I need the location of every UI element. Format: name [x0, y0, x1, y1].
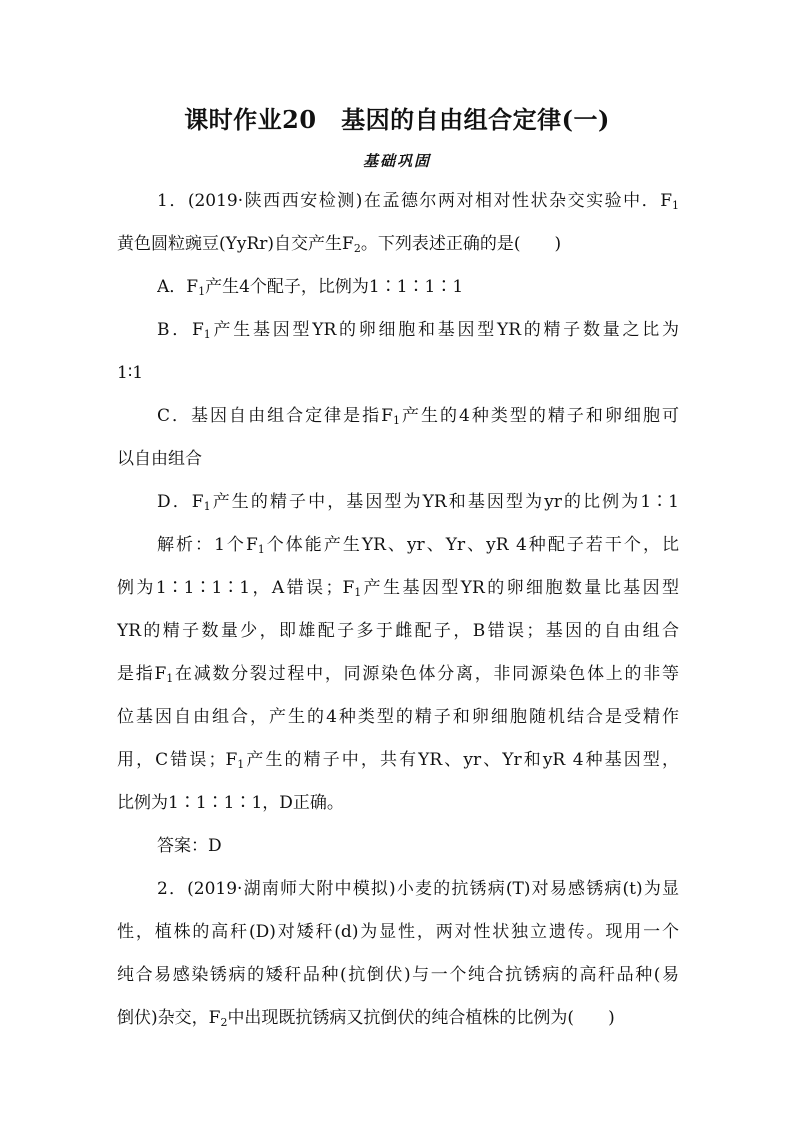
q1-option-c-line-2: 以自由组合 [117, 449, 202, 469]
q1-option-a: A．$F_1$产生4个配子，比例为1∶1∶1∶1 [157, 277, 464, 298]
q1-explanation-line-5: 位基因自由组合，产生的4种类型的精子和卵细胞随机结合是受精作 [117, 707, 679, 727]
q1-stem-line-2: 黄色圆粒豌豆(YyRr)自交产生$F_2$。下列表述正确的是( ) [117, 234, 562, 255]
page-title: 课时作业20 基因的自由组合定律(一) [184, 105, 610, 134]
q1-option-c-line-1: C．基因自由组合定律是指$F_1$产生的4种类型的精子和卵细胞可 [157, 406, 679, 427]
q1-explanation-line-3: YR的精子数量少，即雄配子多于雌配子，B错误；基因的自由组合 [117, 621, 679, 641]
q2-stem-line-2: 性，植株的高秆(D)对矮秆(d)为显性，两对性状独立遗传。现用一个 [117, 922, 679, 942]
q1-option-d: D．$F_1$产生的精子中，基因型为YR和基因型为yr的比例为1∶1 [157, 492, 679, 513]
q2-stem-line-4: 倒伏)杂交，$F_2$中出现既抗锈病又抗倒伏的纯合植株的比例为( ) [117, 1008, 615, 1029]
q2-stem-line-3: 纯合易感染锈病的矮秆品种(抗倒伏)与一个纯合抗锈病的高秆品种(易 [117, 965, 679, 985]
q1-explanation-line-1: 解析：1个$F_1$个体能产生YR、yr、Yr、yR 4种配子若干个，比 [157, 535, 679, 556]
q1-explanation-line-2: 例为1∶1∶1∶1，A错误；$F_1$产生基因型YR的卵细胞数量比基因型 [117, 578, 679, 599]
q1-explanation-line-4: 是指$F_1$在减数分裂过程中，同源染色体分离，非同源染色体上的非等 [117, 664, 679, 685]
q1-stem-line-1: 1．(2019·陕西西安检测)在孟德尔两对相对性状杂交实验中．$F_1$ [157, 191, 679, 212]
section-heading: 基础巩固 [362, 152, 431, 170]
q1-explanation-line-6: 用，C错误；$F_1$产生的精子中，共有YR、yr、Yr和yR 4种基因型， [117, 750, 679, 771]
q1-answer: 答案：D [157, 836, 222, 856]
q1-option-b-line-2: 1∶1 [117, 363, 144, 383]
q1-explanation-line-7: 比例为1∶1∶1∶1，D正确。 [117, 793, 344, 813]
q1-option-b-line-1: B．$F_1$产生基因型YR的卵细胞和基因型YR的精子数量之比为 [157, 320, 679, 341]
q2-stem-line-1: 2．(2019·湖南师大附中模拟)小麦的抗锈病(T)对易感锈病(t)为显 [157, 879, 679, 899]
